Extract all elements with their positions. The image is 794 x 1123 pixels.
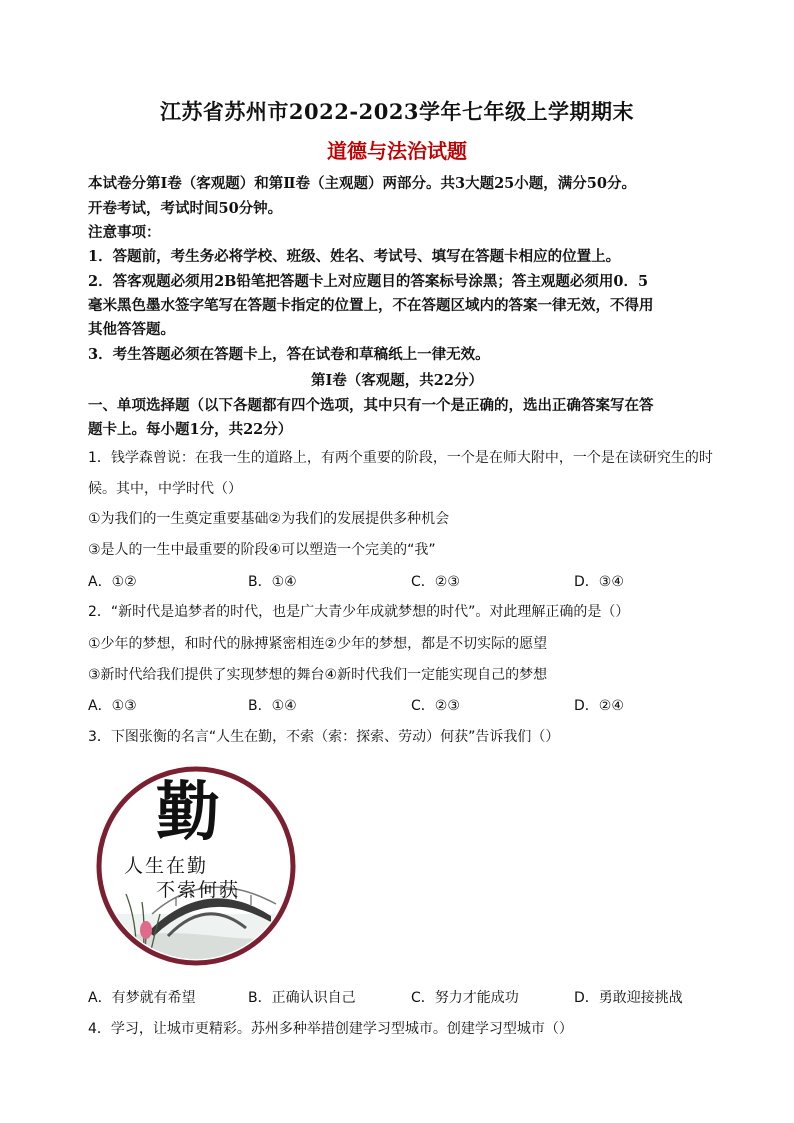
- calligraphy-image: [96, 764, 296, 968]
- q2-item-2: ③新时代给我们提供了实现梦想的舞台④新时代我们一定能实现自己的梦想: [88, 667, 548, 683]
- notice-item-2-line-2: 毫米黑色墨水签字笔写在答题卡指定的位置上，不在答题区域内的答案一律无效，不得用: [88, 297, 654, 314]
- q2-stem-line-1: 2．“新时代是追梦者的时代，也是广大青少年成就梦想的时代”。对此理解正确的是（）: [88, 604, 630, 620]
- q2-options: [88, 695, 728, 715]
- notice-item-2-line-3: 其他答答题。: [88, 321, 175, 338]
- q2-option-b[interactable]: B．①④: [248, 698, 297, 714]
- calligraphy-line-2: 不索何获: [156, 879, 241, 901]
- q2-option-c[interactable]: C．②③: [411, 698, 460, 714]
- section-heading: 第Ⅰ卷（客观题，共22分）: [311, 372, 483, 389]
- q1-stem-line-1: 1．钱学森曾说：在我一生的道路上，有两个重要的阶段，一个是在师大附中，一个是在读研究生的时: [88, 450, 713, 466]
- q2-item-1: ①少年的梦想，和时代的脉搏紧密相连②少年的梦想，都是不切实际的愿望: [88, 636, 548, 652]
- q1-item-1: ①为我们的一生奠定重要基础②为我们的发展提供多种机会: [88, 511, 450, 527]
- notice-item-2-line-1: 2．答客观题必须用2B铅笔把答题卡上对应题目的答案标号涂黑；答主观题必须用0．5: [88, 273, 649, 290]
- q2-option-d[interactable]: D．②④: [574, 698, 624, 714]
- q3-option-c[interactable]: C．努力才能成功: [411, 990, 519, 1006]
- exam-subtitle: 道德与法治试题: [327, 139, 467, 163]
- q3-option-d[interactable]: D．勇敢迎接挑战: [574, 990, 683, 1006]
- q1-option-b[interactable]: B．①④: [248, 574, 297, 590]
- calligraphy-line-1: 人生在勤: [124, 855, 209, 877]
- q3-option-b[interactable]: B．正确认识自己: [248, 990, 356, 1006]
- notice-item-1: 1．答题前，考生务必将学校、班级、姓名、考试号、填写在答题卡相应的位置上。: [88, 248, 621, 265]
- section-instruction-line-1: 一、单项选择题（以下各题都有四个选项，其中只有一个是正确的，选出正确答案写在答: [88, 397, 654, 414]
- q3-option-a[interactable]: A．有梦就有希望: [88, 990, 196, 1006]
- intro-line-2: 开卷考试，考试时间50分钟。: [88, 200, 283, 217]
- calligraphy-character: 勤: [156, 775, 220, 850]
- q4-stem-line-1: 4．学习，让城市更精彩。苏州多种举措创建学习型城市。创建学习型城市（）: [88, 1021, 573, 1037]
- q1-option-d[interactable]: D．③④: [574, 574, 624, 590]
- q3-options: [88, 987, 728, 1007]
- q1-item-2: ③是人的一生中最重要的阶段④可以塑造一个完美的“我”: [88, 542, 436, 558]
- q2-option-a[interactable]: A．①③: [88, 698, 137, 714]
- section-instruction-line-2: 题卡上。每小题1分，共22分）: [88, 421, 293, 438]
- q1-stem-line-2: 候。其中，中学时代（）: [88, 481, 242, 497]
- q1-option-c[interactable]: C．②③: [411, 574, 460, 590]
- intro-line-1: 本试卷分第Ⅰ卷（客观题）和第Ⅱ卷（主观题）两部分。共3大题25小题，满分50分。: [88, 175, 636, 192]
- notice-item-3: 3．考生答题必须在答题卡上，答在试卷和草稿纸上一律无效。: [88, 346, 490, 363]
- exam-title: 江苏省苏州市2022-2023学年七年级上学期期末: [159, 99, 635, 124]
- notice-title: 注意事项：: [88, 224, 161, 241]
- q1-options: [88, 571, 728, 591]
- q3-stem-line-1: 3．下图张衡的名言“人生在勤，不索（索：探索、劳动）何获”告诉我们（）: [88, 729, 560, 745]
- q1-option-a[interactable]: A．①②: [88, 574, 137, 590]
